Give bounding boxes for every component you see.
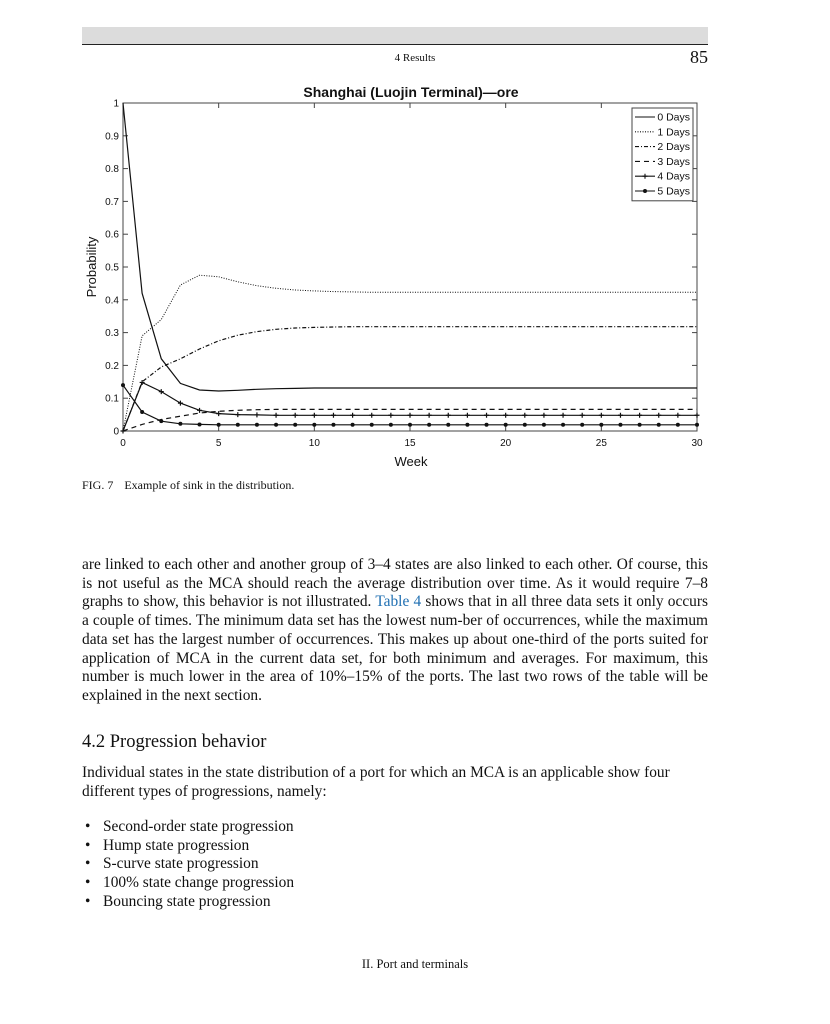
figure-label: FIG. 7: [82, 478, 114, 492]
figure-caption-text: Example of sink in the distribution.: [124, 478, 295, 492]
body-paragraph: [82, 556, 708, 706]
running-head: 4 Results: [394, 52, 436, 64]
series-marker: [331, 423, 335, 427]
x-tick-label: 25: [595, 438, 607, 449]
bullet-icon: •: [85, 874, 91, 892]
x-tick-label: 30: [691, 438, 703, 449]
y-tick-label: 0.1: [105, 393, 119, 405]
series-marker: [599, 423, 603, 427]
header-bar: [82, 27, 708, 44]
figure-caption: [82, 478, 294, 493]
series-marker: [370, 423, 374, 427]
progression-list: [82, 818, 294, 912]
series-marker: [351, 423, 355, 427]
series-marker: [312, 423, 316, 427]
series-marker: [159, 419, 163, 423]
legend-label: 1 Days: [657, 126, 690, 139]
series-marker: [236, 423, 240, 427]
probability-chart: [80, 80, 720, 475]
series-marker: [580, 423, 584, 427]
table-4-link[interactable]: Table 4: [375, 593, 422, 611]
page-number: 85: [690, 47, 708, 67]
series-marker: [389, 423, 393, 427]
y-tick-label: 0.9: [105, 131, 119, 143]
body-text-part1: are linked to each other and another group of 3–4 states are also linked to each other. Of course, this is not useful as the MCA should reach the average distribution over time. As it would require 7–8 graphs to show, this behavior is not illustrated.: [82, 556, 708, 611]
header-rule: [82, 44, 708, 45]
series-marker: [255, 423, 259, 427]
series-marker: [198, 422, 202, 426]
bullet-icon: •: [85, 892, 91, 910]
chart-legend: [632, 108, 693, 201]
series-marker: [638, 423, 642, 427]
series-marker: [504, 423, 508, 427]
legend-label: 2 Days: [657, 141, 690, 154]
legend-label: 3 Days: [657, 155, 690, 168]
series-marker: [427, 423, 431, 427]
list-item: [82, 837, 294, 856]
series-marker: [140, 410, 144, 414]
plot-area: [123, 103, 697, 431]
series-marker: [446, 423, 450, 427]
series-marker: [542, 423, 546, 427]
list-item-text: S-curve state progression: [103, 855, 259, 873]
y-tick-label: 0.5: [105, 262, 119, 274]
x-tick-label: 0: [120, 438, 126, 449]
series-marker: [657, 423, 661, 427]
y-tick-label: 0.4: [105, 295, 119, 307]
y-tick-label: 0.3: [105, 328, 119, 340]
legend-label: 5 Days: [657, 185, 690, 198]
list-item: [82, 855, 294, 874]
legend-marker: [643, 189, 647, 193]
x-tick-label: 5: [215, 438, 222, 449]
x-tick-label: 20: [500, 438, 512, 449]
x-tick-label: 15: [404, 438, 416, 449]
y-tick-label: 0.8: [105, 164, 119, 176]
series-marker: [523, 423, 527, 427]
chart-title: Shanghai (Luojin Terminal)—ore: [303, 84, 519, 100]
y-tick-label: 0.2: [105, 360, 119, 372]
series-marker: [178, 422, 182, 426]
y-tick-label: 1: [113, 98, 119, 110]
series-marker: [217, 423, 221, 427]
list-item-text: 100% state change progression: [103, 874, 295, 892]
legend-label: 4 Days: [657, 170, 690, 183]
body-text-part2: shows that in all three data sets it only occurs a couple of times. The minimum data set has the lowest num-ber of occurrences, while the maximum data set has the largest number of occurrences. This makes up about one-third of the ports suited for application of MCA in the current data set, for both minimum and averages. For maximum, this number is much lower in the area of 10%–15% of the ports. The last two rows of the table will be explained in the next section.: [82, 593, 708, 704]
legend-label: 0 Days: [657, 111, 690, 124]
series-marker: [676, 423, 680, 427]
series-marker: [293, 423, 297, 427]
section-intro: Individual states in the state distribution of a port for which an MCA is an applicable show four different types of progressions, namely:: [82, 764, 670, 800]
bullet-icon: •: [85, 836, 91, 854]
list-item: [82, 874, 294, 893]
series-marker: [121, 383, 125, 387]
series-marker: [561, 423, 565, 427]
bullet-icon: •: [85, 818, 91, 835]
y-tick-label: 0: [113, 426, 119, 438]
list-item-text: Hump state progression: [103, 836, 250, 854]
series-marker: [408, 423, 412, 427]
list-item: [82, 893, 294, 912]
series-marker: [465, 423, 469, 427]
list-item: [82, 818, 294, 837]
list-item-text: Second-order state progression: [103, 818, 294, 835]
bullet-icon: •: [85, 855, 91, 873]
section-heading: 4.2 Progression behavior: [82, 732, 267, 752]
y-axis-label: Probability: [84, 236, 99, 298]
series-marker: [618, 423, 622, 427]
series-marker: [695, 423, 699, 427]
x-axis-label: Week: [394, 454, 428, 469]
page-footer: II. Port and terminals: [361, 957, 469, 971]
list-item-text: Bouncing state progression: [103, 892, 271, 910]
y-tick-label: 0.6: [105, 229, 119, 241]
series-marker: [274, 423, 278, 427]
y-tick-label: 0.7: [105, 196, 119, 208]
x-tick-label: 10: [308, 438, 320, 449]
series-marker: [485, 423, 489, 427]
